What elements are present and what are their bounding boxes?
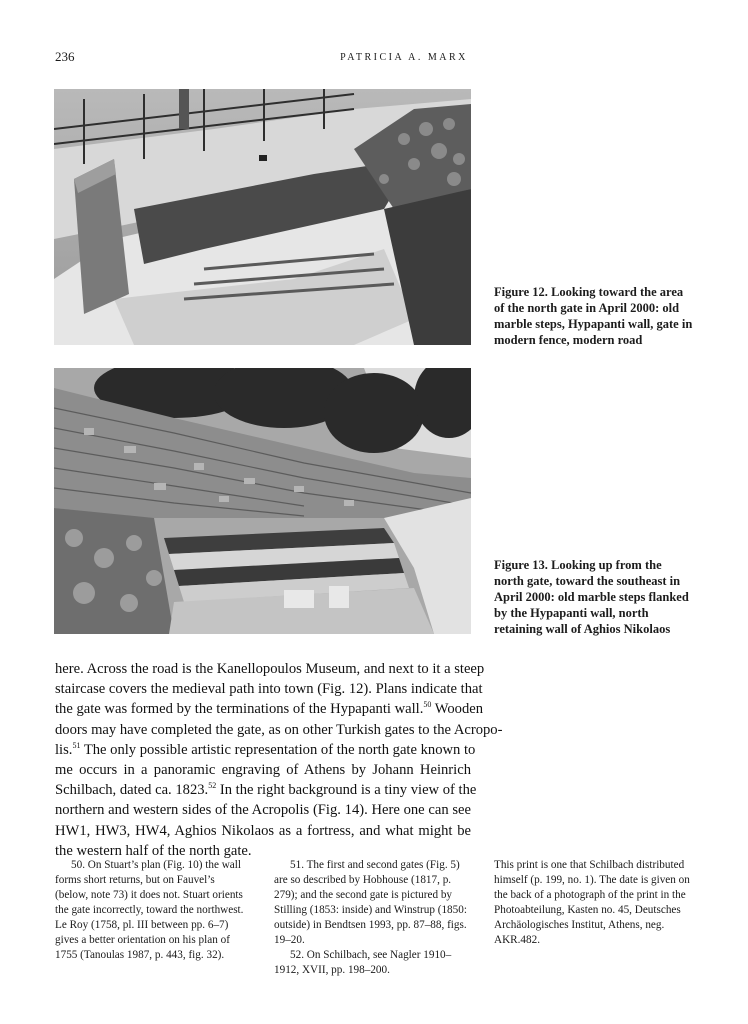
caption-line: north gate, toward the southeast in [494, 574, 681, 588]
footnote-ref-52[interactable]: 52 [208, 781, 217, 791]
footnote-column-2 [274, 858, 472, 978]
body-line: doors may have completed the gate, as on other Turkish gates to the Acropo- [55, 721, 503, 738]
body-line: HW1, HW3, HW4, Aghios Nikolaos as a fortress, and what might be [55, 822, 471, 839]
footnote-ref-51[interactable]: 51 [72, 740, 81, 750]
footnote-51: 51. The first and second gates (Fig. 5) are so described by Hobhouse (1817, p. 279); and the second gate is pictured by Stilling (1853: inside) and Winstrup (1850: outside) in Bendtsen 1993, pp. 87–88, figs. 19–20. [274, 859, 467, 946]
caption-line: of the north gate in April 2000: old [494, 301, 680, 315]
body-line: lis.$^{51}$ The only possible artistic representation of the north gate known to [55, 740, 476, 758]
figure-13-caption [494, 557, 694, 637]
body-line: the gate was formed by the terminations of the Hypapanti wall.$^{50}$ Wooden [55, 700, 484, 718]
body-line: northern and western sides of the Acropolis (Fig. 14). Here one can see [55, 802, 471, 819]
footnote-52-continued: This print is one that Schilbach distributed himself (p. 199, no. 1). The date is given on the back of a photograph of the print in the Photoabteilung, Kasten no. 45, Deutsches Archäologisches Institut, Athens, neg. AKR.482. [494, 859, 690, 946]
footnote-column-3 [494, 858, 694, 948]
figure-label: Figure 13. [494, 558, 548, 572]
body-line: me occurs in a panoramic engraving of Athens by Johann Heinrich [55, 762, 471, 779]
running-head: PATRICIA A. MARX [340, 52, 468, 63]
page-number: 236 [55, 49, 75, 64]
caption-line: retaining wall of Aghios Nikolaos [494, 622, 671, 636]
caption-line: modern fence, modern road [494, 333, 643, 347]
caption-line: Figure 13. Looking up from the [494, 558, 662, 572]
caption-line: Figure 12. Looking toward the area [494, 285, 684, 299]
footnote-50: 50. On Stuart’s plan (Fig. 10) the wall forms short returns, but on Fauvel’s (below, note 73) it does not. Stuart orients the gate incorrectly, toward the northwest. Le Roy (1758, pl. III between pp. 6–7) gives a better orientation on his plan of 1755 (Tanoulas 1987, p. 443, fig. 32). [55, 859, 244, 961]
figure-label: Figure 12. [494, 285, 548, 299]
caption-line: by the Hypapanti wall, north [494, 606, 649, 620]
figure-12-photo [54, 89, 471, 345]
body-paragraph [55, 659, 503, 861]
caption-line: marble steps, Hypapanti wall, gate in [494, 317, 693, 331]
body-line: staircase covers the medieval path into town (Fig. 12). Plans indicate that [55, 681, 483, 698]
footnote-ref-50[interactable]: 50 [423, 700, 432, 710]
body-line: here. Across the road is the Kanellopoulos Museum, and next to it a steep [55, 661, 485, 677]
figure-13-photo [54, 368, 471, 634]
body-line: the western half of the north gate. [55, 842, 252, 859]
footnote-column-1 [55, 858, 245, 963]
figure-12-caption [494, 284, 694, 348]
caption-line: April 2000: old marble steps flanked [494, 590, 689, 604]
body-line: Schilbach, dated ca. 1823.52 In the right background is a tiny view of the [55, 781, 477, 799]
footnote-52: 52. On Schilbach, see Nagler 1910–1912, XVII, pp. 198–200. [274, 949, 452, 976]
